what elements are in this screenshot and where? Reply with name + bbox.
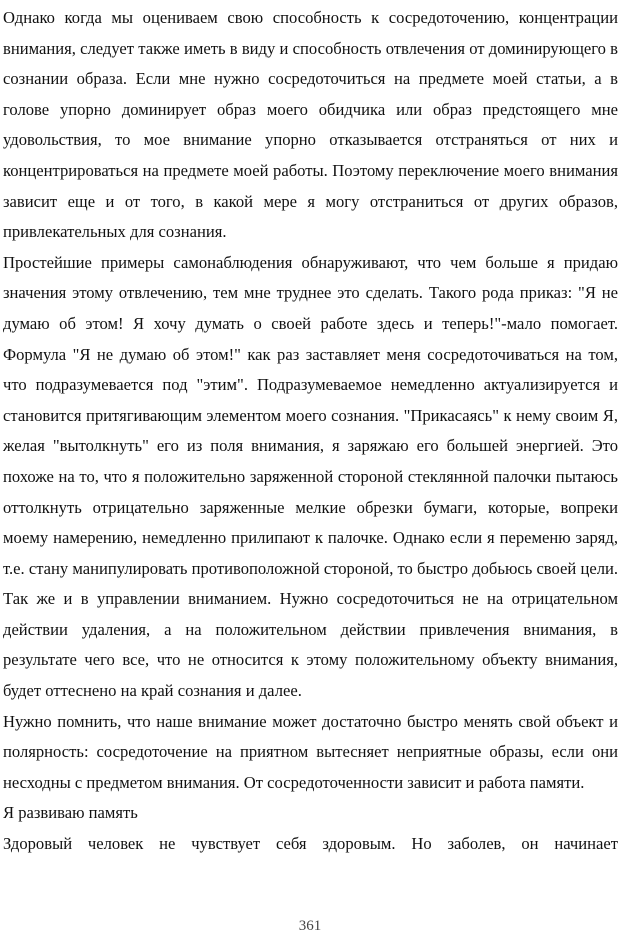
paragraph-attention-polarity: Нужно помнить, что наше внимание может достаточно быстро менять свой объект и полярность: сосредоточение на приятном вытесняет неприятные образы, если они несходны с предметом внимания. От сосредоточенности зависит и работа памяти. bbox=[3, 711, 618, 792]
paragraph-self-observation: Простейшие примеры самонаблюдения обнаруживают, что чем больше я придаю значения этому отвлечению, тем мне труднее это сделать. Такого рода приказ: "Я не думаю об этом! Я хочу думать о своей работе здесь и теперь!"-мало помогает. Формула "Я не думаю об этом!" как раз заставляет меня сосредоточиваться на том, что подразумевается под "этим". Подразумеваемое немедленно актуализируется и становится притягивающим элементом моего сознания. "Прикасаясь" к нему своим Я, желая "вытолкнуть" его из поля внимания, я заряжаю его большей энергией. Это похоже на то, что я положительно заряженной стороной стеклянной палочки пытаюсь оттолкнуть отрицательно заряженные мелкие обрезки бумаги, которые, вопреки моему намерению, немедленно прилипают к палочке. Однако если я переменю заряд, т.е. стану манипулировать противоположной стороной, то быстро добьюсь своей цели. Так же и в управлении вниманием. Нужно сосредоточиться не на отрицательном действии удаления, а на положительном действии привлечения внимания, в результате чего все, что не относится к этому положительному объекту внимания, будет оттеснено на край сознания и далее. bbox=[3, 252, 618, 701]
body-text bbox=[3, 3, 618, 860]
section-heading: Я развиваю память bbox=[3, 803, 138, 823]
paragraph-attention-distraction: Однако когда мы оцениваем свою способность к сосредоточению, концентрации внимания, следует также иметь в виду и способность отвлечения от доминирующего в сознании образа. Если мне нужно сосредоточиться на предмете моей статьи, а в голове упорно доминирует образ моего обидчика или образ предстоящего мне удовольствия, то мое внимание упорно отказывается отстраняться от них и концентрироваться на предмете моей работы. Поэтому переключение моего внимания зависит еще и от того, в какой мере я могу отстраниться от других образов, привлекательных для сознания. bbox=[3, 8, 618, 242]
paragraph-healthy-person: Здоровый человек не чувствует себя здоровым. Но заболев, он начинает bbox=[3, 834, 618, 854]
page-number: 361 bbox=[298, 918, 322, 934]
